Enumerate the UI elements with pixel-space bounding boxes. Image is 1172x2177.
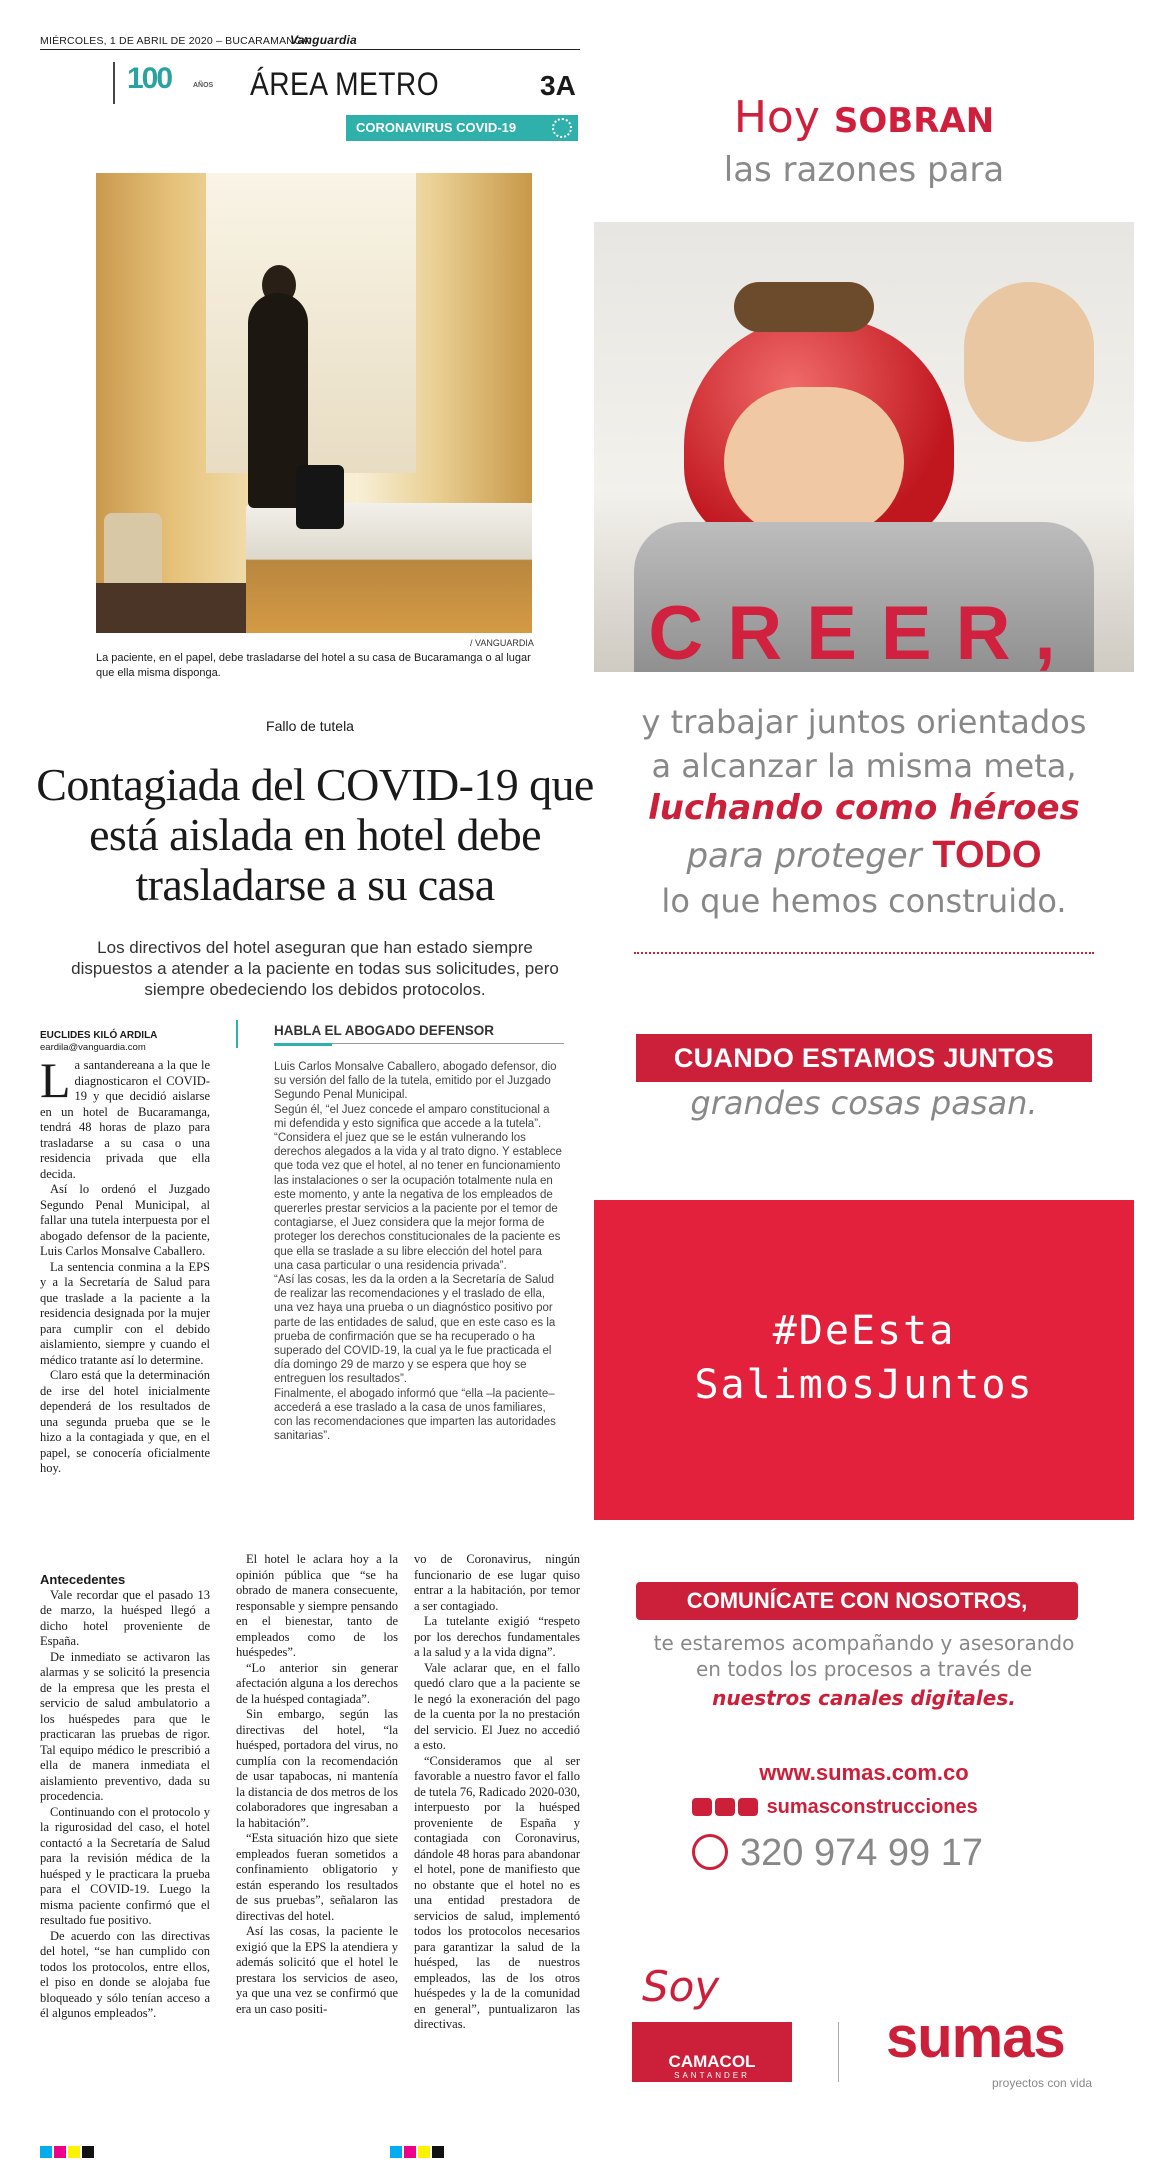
ad-photo-goggles: [734, 282, 874, 332]
ad-hoy: Hoy SOBRAN: [733, 92, 995, 143]
paragraph: Vale aclarar que, en el fallo quedó claro que a la paciente se le negó la exoneración del pago de la cuenta por la no prestación del servicio. El Juez no accedió a esto.: [414, 1660, 580, 1752]
article-column-2: [236, 1552, 398, 2017]
paragraph: “Esta situación hizo que siete empleados fueran sometidos a confinamiento obligatorio y están esperando los resultados de sus pruebas”, señalaron las directivas del hotel.: [236, 1831, 398, 1923]
ad-photo-child-face: [724, 387, 904, 537]
instagram-icon: [715, 1798, 735, 1816]
ad-acompanando: te estaremos acompañando y asesorando en todos los procesos a través de: [653, 1631, 1075, 1681]
section-title: ÁREA METRO: [250, 66, 440, 102]
drop-cap: L: [40, 1052, 71, 1108]
article-kicker: Fallo de tutela: [266, 718, 354, 734]
ad-soy: Soy: [642, 1962, 720, 2011]
paragraph: De acuerdo con las directivas del hotel, “se han cumplido con todos los protocolos, entre ellos, el piso en donde se alojaba fue bloqueado y sólo tenían acceso a él algunos empleados”.: [40, 1928, 210, 2020]
ad-hashtag-2: SalimosJuntos: [694, 1362, 1034, 1408]
sumas-tagline: proyectos con vida: [992, 2076, 1093, 2090]
paragraph: Claro está que la determinación de irse del hotel inicialmente dependerá de los resultados de una segunda prueba que se le hizo a la contagiada y que, en el papel, se conocería oficialmente hoy.: [40, 1368, 210, 1475]
facebook-icon: [738, 1798, 758, 1816]
box-paragraph: “Así las cosas, les da la orden a la Secretaría de Salud de realizar las recomendaciones y el traslado de ella, una vez haya una prueba o un diagnóstico positivo por parte de las entidades de salud, que en este caso es la prueba de confirmación que se ha recuperado o ha superado del COVID-19, la cual ya le fue practicada el día domingo 29 de marzo y se espera que hoy se entreguen los resultados”.: [274, 1274, 556, 1386]
paragraph: La sentencia conmina a la EPS y a la Secretaría de Salud para que traslade a la paciente a la residencia designada por la mujer para cumplir con el debido aislamiento, siempre y cuando el médico tratante así lo determine.: [40, 1259, 210, 1367]
paragraph: Sin embargo, según las directivas del hotel, “la huésped, portadora del virus, no cumplía con la recomendación de usar tapabocas, ni mantenía la distancia de dos metros de los colaboradores que ingresaban a la habitación”.: [236, 1707, 398, 1830]
photo-credit: / VANGUARDIA: [470, 638, 534, 648]
paragraph: Así las cosas, la paciente le exigió que la EPS la atendiera y además solicitó que el hotel le prestara los servicios de aseo, ya que una vez se confirmó que era un caso positi-: [236, 1924, 398, 2016]
issue-date: MIÉRCOLES, 1 DE ABRIL DE 2020 – BUCARAMANGA: [40, 35, 310, 47]
virus-icon: [552, 118, 572, 138]
ad-hashtag-box: [594, 1200, 1134, 1520]
paragraph: De inmediato se activaron las alarmas y se solicitó la presencia de la empresa que les presta el servicio de salud ambulatorio a los huéspedes para que le practicaran las pruebas de rigor. Tal equipo médico le prescribió a ella de manera inmediata el aislamiento preventivo, dada su procedencia.: [40, 1649, 210, 1803]
paragraph: Continuando con el protocolo y la rigurosidad del caso, el hotel contactó a la Secretaría de Salud para la revisión médica de la huésped y le practicara la prueba para el COVID-19. Luego la misma paciente confirmó que el resultado fue positivo.: [40, 1804, 210, 1927]
page-number: 3A: [540, 70, 576, 101]
ad-creer: CREER,: [648, 591, 1080, 676]
photo-bed: [246, 503, 532, 633]
ad-line-1: y trabajar juntos orientados a alcanzar la misma meta,: [641, 703, 1087, 785]
byline: [40, 1030, 157, 1054]
newspaper-brand: Vanguardia: [290, 33, 357, 47]
ad-line-heroes: luchando como héroes: [648, 788, 1080, 828]
box-paragraph: Según él, “el Juez concede el amparo constitucional a mi defendida y esto significa que accede a la tutela”.: [274, 1103, 550, 1130]
topic-tag-label: CORONAVIRUS COVID-19: [356, 120, 517, 135]
box-paragraph: “Considera el juez que se le están vulnerando los derechos alegados a la vida y al trato digno. Y establece que toda vez que el hotel, al no tener en funcionamiento las instalaciones o ser la ocupación totalmente nula en este momento, y ante la negativa de los empleados de quererles prestar servicios a la paciente por el temor de contagiarse, el Juez considera que la mejor forma de proteger los derechos constitucionales de la paciente es que ella se traslade a su libre elección del hotel para una casa particular o una residencia privada”.: [274, 1132, 562, 1272]
whatsapp-icon: [692, 1834, 728, 1870]
article-column-3: [414, 1552, 580, 2033]
box-rule-accent: [274, 1043, 332, 1046]
paragraph: La tutelante exigió “respeto por los derechos fundamentales a la salud y a la vida digna”.: [414, 1614, 580, 1659]
article-headline: Contagiada del COVID-19 que está aislada en hotel debe trasladarse a su casa: [36, 759, 594, 910]
ad-cuando-banner: CUANDO ESTAMOS JUNTOS: [636, 1034, 1092, 1082]
ad-grandes: grandes cosas pasan.: [690, 1084, 1038, 1122]
ad-comunicate-banner: COMUNÍCATE CON NOSOTROS,: [636, 1582, 1078, 1620]
ad-website-link[interactable]: www.sumas.com.co: [759, 1760, 969, 1785]
ad-line-construido: lo que hemos construido.: [661, 882, 1067, 920]
advertisement: [594, 72, 1134, 2132]
ad-photo-child-2: [964, 282, 1094, 442]
ad-sobran: SOBRAN: [833, 101, 995, 141]
camacol-logo: CAMACOL SANTANDER: [632, 2022, 792, 2082]
article-column-1b: [40, 1572, 210, 2022]
ad-hashtag-1: #DeEsta: [772, 1308, 956, 1354]
box-paragraph: Finalmente, el abogado informó que “ella –la paciente– accederá a ese traslado a la casa de unos familiares, con las recomendaciones que imparten las autoridades sanitarias”.: [274, 1387, 556, 1443]
ad-phone[interactable]: 320 974 99 17: [692, 1832, 983, 1875]
photo-window: [206, 173, 416, 473]
anniversary-logo: [113, 62, 214, 104]
box-text: [274, 1060, 564, 1443]
paragraph: Así lo ordenó el Juzgado Segundo Penal Municipal, al fallar una tutela interpuesta por el abogado defensor de la paciente, Luis Carlos Monsalve Caballero.: [40, 1182, 210, 1258]
photo-stool: [104, 513, 162, 593]
print-registration-marks: [40, 2145, 600, 2159]
sumas-logo: sumas: [886, 2005, 1065, 2070]
ad-canales: nuestros canales digitales.: [712, 1686, 1016, 1710]
author-email: eardila@vanguardia.com: [40, 1042, 146, 1053]
page-header-line: [40, 32, 580, 50]
box-accent-bar: [236, 1020, 238, 1048]
anniversary-sub: AÑOS: [193, 82, 214, 89]
article-column-1: [40, 1052, 210, 1477]
paragraph: La santandereana a la que le diagnosticaron el COVID-19 y que decidió aislarse en un hotel de Bucaramanga, tendrá 48 horas de plazo para trasladarse a su casa o una residencia privada que ella decida.: [40, 1052, 210, 1181]
photo-caption: La paciente, en el papel, debe trasladarse del hotel a su casa de Bucaramanga o al lugar que ella misma disponga.: [96, 652, 531, 679]
author-name: EUCLIDES KILÓ ARDILA: [40, 1030, 158, 1041]
subhead: Antecedentes: [40, 1572, 126, 1587]
article-photo: [96, 173, 532, 633]
ad-razones: las razones para: [723, 150, 1005, 190]
ad-social-handle[interactable]: sumasconstrucciones: [692, 1796, 978, 1819]
paragraph: “Consideramos que al ser favorable a nuestro favor el fallo de tutela 76, Radicado 2020-030, interpuesto por la huésped proveniente de España y contagiada con Coronavirus, dándole 48 horas para abandonar el hotel, pone de manifiesto que no obstante que el hotel no es una entidad prestadora de servicios de salud, implementó todos los protocolos necesarios para garantizar la salud de la huésped, las de nuestros empleados, las de los otros huéspedes y la de la comunidad en general”, puntualizaron las directivas.: [414, 1753, 580, 2031]
ad-logo-divider: [838, 2022, 839, 2082]
ad-dotted-divider: [634, 952, 1094, 954]
print-registration-marks-right: [390, 2145, 446, 2163]
ad-line-proteger: para proteger TODO: [686, 834, 1042, 876]
paragraph: “Lo anterior sin generar afectación alguna a los derechos de la huésped contagiada”.: [236, 1660, 398, 1706]
paragraph: Vale recordar que el pasado 13 de marzo, la huésped llegó a dicho hotel proveniente de España.: [40, 1587, 210, 1648]
box-title: HABLA EL ABOGADO DEFENSOR: [274, 1023, 495, 1038]
anniversary-number: 100: [127, 62, 172, 95]
paragraph: El hotel le aclara hoy a la opinión pública que “se ha obrado de manera consecuente, responsable y siempre pensando en el bienestar, tanto de empleados como de los huéspedes”.: [236, 1552, 398, 1659]
topic-tag: [346, 115, 578, 141]
box-paragraph: Luis Carlos Monsalve Caballero, abogado defensor, dio su versión del fallo de la tutela, emitido por el Juzgado Segundo Penal Municipal.: [274, 1061, 557, 1102]
youtube-icon: [692, 1798, 712, 1816]
photo-suitcase: [296, 465, 344, 529]
article-deck: Los directivos del hotel aseguran que han estado siempre dispuestos a atender a la paciente en todas sus solicitudes, pero siempre obedeciendo los debidos protocolos.: [71, 938, 559, 999]
paragraph: vo de Coronavirus, ningún funcionario de ese lugar quiso entrar a la habitación, por temor a ser contagiado.: [414, 1552, 580, 1613]
